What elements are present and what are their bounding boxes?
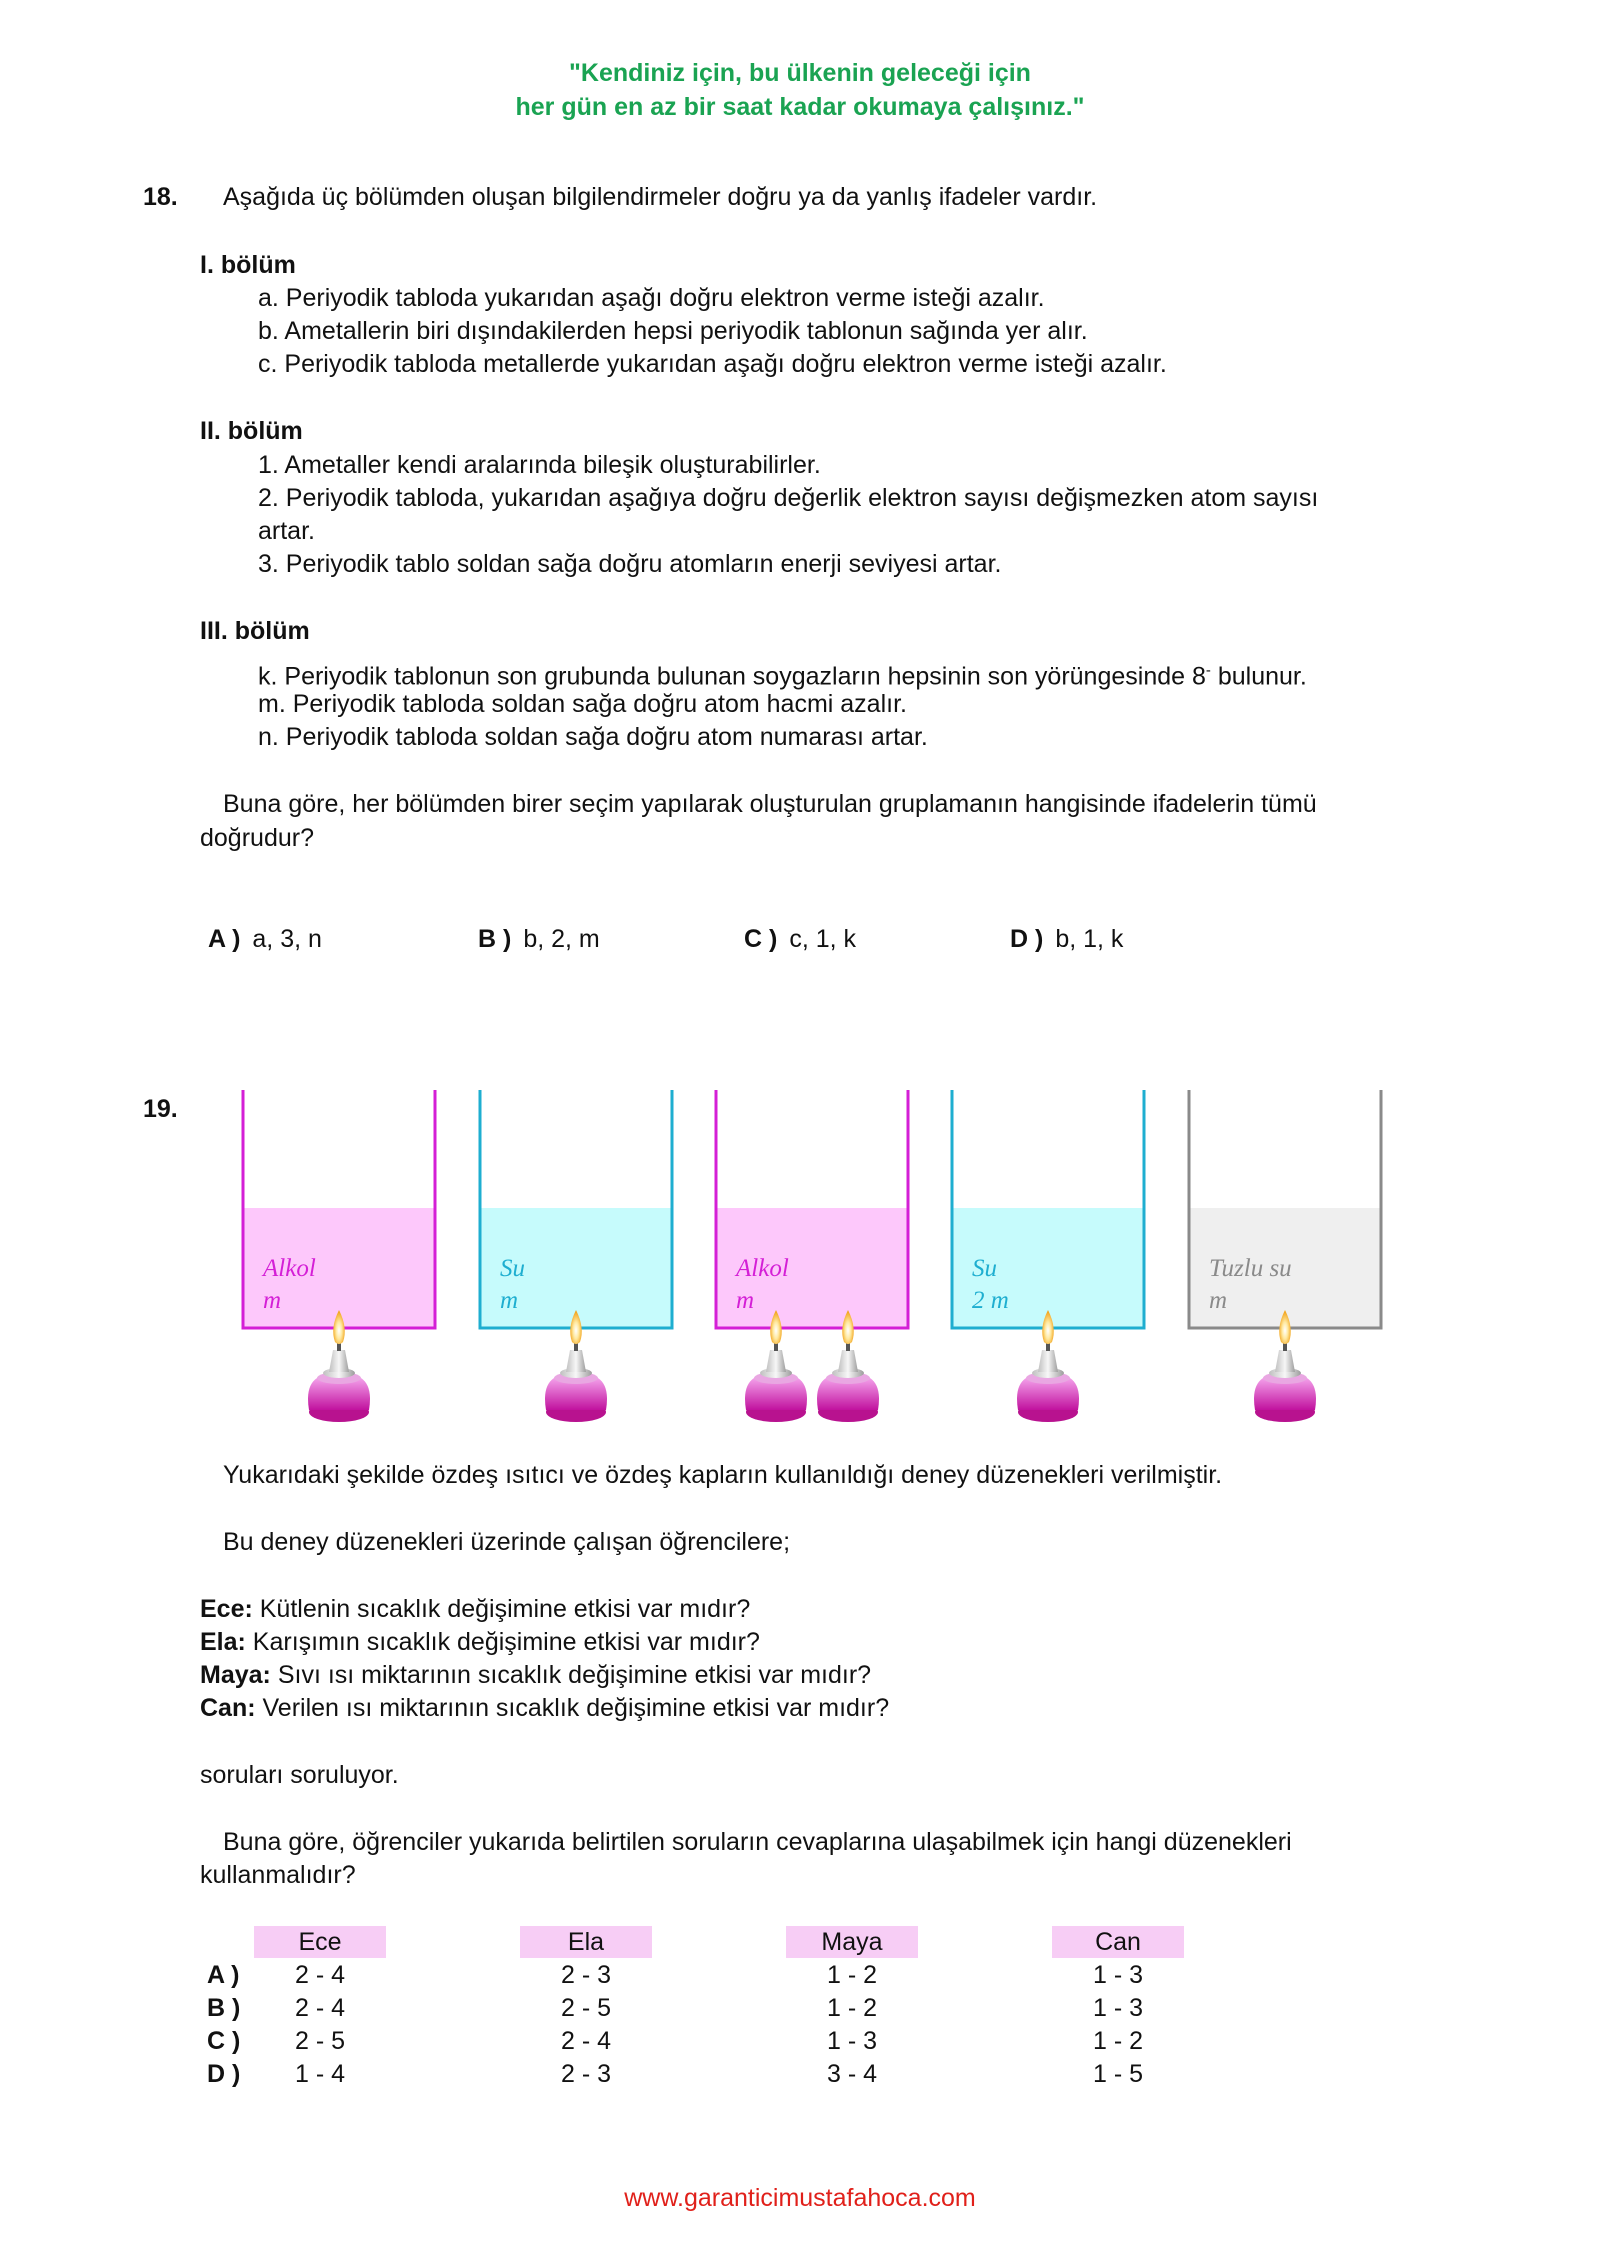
cell-can: 1 - 2: [1092, 2027, 1144, 2055]
cell-ela: 2 - 3: [560, 1961, 612, 1989]
cell-maya: 3 - 4: [826, 2060, 878, 2088]
cell-ece: 2 - 5: [294, 2027, 346, 2055]
section-2-title: II. bölüm: [200, 417, 303, 445]
question-19-prompt-line2: kullanmalıdır?: [200, 1861, 356, 1889]
section-3-title: III. bölüm: [200, 617, 310, 645]
option-b[interactable]: B ) b, 2, m: [478, 925, 600, 953]
student-can: Can: Verilen ısı miktarının sıcaklık değişimine etkisi var mıdır?: [200, 1694, 890, 1722]
liquid-name-label: Su: [500, 1255, 525, 1282]
section-1-item-c: c. Periyodik tabloda metallerde yukarıdan aşağı doğru elektron verme isteği azalır.: [258, 350, 1167, 378]
option-d[interactable]: D ) b, 1, k: [1010, 925, 1124, 953]
cell-can: 1 - 3: [1092, 1994, 1144, 2022]
question-19-number: 19.: [143, 1095, 178, 1123]
superscript-minus: -: [1205, 662, 1211, 679]
question-19-paragraph-2: Bu deney düzenekleri üzerinde çalışan öğrencilere;: [223, 1528, 791, 1556]
liquid-mass-label: m: [1209, 1287, 1228, 1314]
row-letter: D ): [207, 2060, 241, 2088]
cell-ela: 2 - 3: [560, 2060, 612, 2088]
row-letter: A ): [207, 1961, 240, 1989]
student-maya: Maya: Sıvı ısı miktarının sıcaklık değişimine etkisi var mıdır?: [200, 1661, 872, 1689]
question-18-prompt-line2: doğrudur?: [200, 824, 314, 852]
option-c[interactable]: C ) c, 1, k: [744, 925, 857, 953]
cell-ece: 1 - 4: [294, 2060, 346, 2088]
liquid-mass-label: m: [500, 1287, 519, 1314]
beaker-setup-4: [952, 1090, 1144, 1422]
student-ela: Ela: Karışımın sıcaklık değişimine etkisi var mıdır?: [200, 1628, 760, 1656]
question-19-prompt-line1: Buna göre, öğrenciler yukarıda belirtilen soruların cevaplarına ulaşabilmek için hangi düzenekleri: [223, 1828, 1292, 1856]
section-2-item-2: 2. Periyodik tabloda, yukarıdan aşağıya doğru değerlik elektron sayısı değişmezken atom sayısı: [258, 484, 1319, 512]
footer-website-link[interactable]: www.garanticimustafahoca.com: [624, 2184, 976, 2212]
beaker-setup-5: [1189, 1090, 1381, 1422]
section-1-item-a: a. Periyodik tabloda yukarıdan aşağı doğru elektron verme isteği azalır.: [258, 284, 1045, 312]
section-2-item-1: 1. Ametaller kendi aralarında bileşik oluşturabilirler.: [258, 451, 821, 479]
cell-ece: 2 - 4: [294, 1961, 346, 1989]
liquid-mass-label: 2 m: [972, 1287, 1009, 1314]
table-row[interactable]: [0, 2057, 1600, 2091]
cell-maya: 1 - 3: [826, 2027, 878, 2055]
cell-ela: 2 - 5: [560, 1994, 612, 2022]
cell-ece: 2 - 4: [294, 1994, 346, 2022]
section-3-item-m: m. Periyodik tabloda soldan sağa doğru atom hacmi azalır.: [258, 690, 907, 718]
cell-ela: 2 - 4: [560, 2027, 612, 2055]
row-letter: B ): [207, 1994, 241, 2022]
table-row[interactable]: [0, 2024, 1600, 2058]
experiment-setups-figure: [0, 1080, 1600, 1440]
table-row[interactable]: [0, 1991, 1600, 2025]
cell-maya: 1 - 2: [826, 1994, 878, 2022]
question-18-number: 18.: [143, 183, 178, 211]
liquid-name-label: Alkol: [736, 1255, 789, 1282]
beaker-setup-1: [243, 1090, 435, 1422]
student-ece: Ece: Kütlenin sıcaklık değişimine etkisi var mıdır?: [200, 1595, 751, 1623]
beaker-setup-3: [716, 1090, 908, 1422]
liquid-name-label: Su: [972, 1255, 997, 1282]
liquid-name-label: Tuzlu su: [1209, 1255, 1292, 1282]
beaker-setup-2: [480, 1090, 672, 1422]
cell-can: 1 - 3: [1092, 1961, 1144, 1989]
section-3-item-k: k. Periyodik tablonun son grubunda bulunan soygazların hepsinin son yörüngesinde 8- bulunur.: [258, 662, 1307, 691]
liquid-name-label: Alkol: [263, 1255, 316, 1282]
question-19-paragraph-3: soruları soruluyor.: [200, 1761, 399, 1789]
table-header-ela: Ela: [520, 1926, 652, 1958]
header-quote-line1: "Kendiniz için, bu ülkenin geleceği için: [569, 59, 1031, 87]
section-2-item-3: 3. Periyodik tablo soldan sağa doğru atomların enerji seviyesi artar.: [258, 550, 1002, 578]
table-row[interactable]: [0, 1958, 1600, 1992]
section-1-item-b: b. Ametallerin biri dışındakilerden hepsi periyodik tablonun sağında yer alır.: [258, 317, 1088, 345]
option-a[interactable]: A ) a, 3, n: [208, 925, 322, 953]
table-header-ece: Ece: [254, 1926, 386, 1958]
cell-can: 1 - 5: [1092, 2060, 1144, 2088]
header-quote-line2: her gün en az bir saat kadar okumaya çalışınız.": [515, 93, 1085, 121]
cell-maya: 1 - 2: [826, 1961, 878, 1989]
section-1-title: I. bölüm: [200, 251, 296, 279]
liquid-mass-label: m: [263, 1287, 282, 1314]
row-letter: C ): [207, 2027, 241, 2055]
section-3-item-n: n. Periyodik tabloda soldan sağa doğru atom numarası artar.: [258, 723, 928, 751]
liquid-mass-label: m: [736, 1287, 755, 1314]
table-header-can: Can: [1052, 1926, 1184, 1958]
question-19-paragraph-1: Yukarıdaki şekilde özdeş ısıtıcı ve özdeş kapların kullanıldığı deney düzenekleri verilmiştir.: [223, 1461, 1223, 1489]
section-2-item-2-cont: artar.: [258, 517, 315, 545]
table-header-maya: Maya: [786, 1926, 918, 1958]
question-18-intro: Aşağıda üç bölümden oluşan bilgilendirmeler doğru ya da yanlış ifadeler vardır.: [223, 183, 1098, 211]
question-18-prompt-line1: Buna göre, her bölümden birer seçim yapılarak oluşturulan gruplamanın hangisinde ifadelerin tümü: [223, 790, 1317, 818]
